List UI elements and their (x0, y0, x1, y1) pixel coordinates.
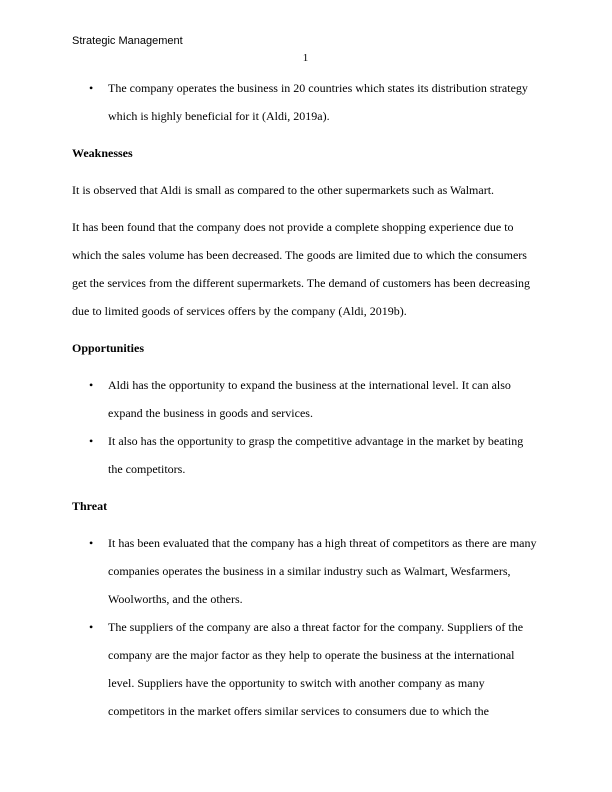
bullet-text: Aldi has the opportunity to expand the business at the international level. It can also expand the business in goods and services. (108, 378, 511, 420)
bullet-text: The suppliers of the company are also a threat factor for the company. Suppliers of the company are the major factor as they help to operate the business at the international level. Suppliers have the opportunity to switch with another company as many competitors in the market offers similar services to consumers due to which the (108, 620, 524, 718)
page-number: 1 (302, 52, 309, 64)
bullet-list-distribution (72, 74, 539, 130)
heading-opportunities: Opportunities (72, 341, 145, 355)
bullet-list-threat (72, 529, 539, 725)
bullet-list-opportunities (72, 371, 539, 483)
document-header-title: Strategic Management (72, 35, 183, 47)
bullet-item (72, 74, 539, 130)
bullet-item (72, 613, 539, 725)
bullet-text: The company operates the business in 20 countries which states its distribution strategy which is highly beneficial for it (Aldi, 2019a). (108, 81, 528, 123)
paragraph-weaknesses-1: It is observed that Aldi is small as compared to the other supermarkets such as Walmart. (72, 183, 495, 197)
bullet-marker-icon: • (89, 378, 94, 392)
bullet-item (72, 529, 539, 613)
bullet-text: It has been evaluated that the company has a high threat of competitors as there are many companies operates the business in a similar industry such as Walmart, Wesfarmers, Woolworths, and the others. (108, 536, 537, 606)
bullet-marker-icon: • (89, 434, 94, 448)
bullet-marker-icon: • (89, 620, 94, 634)
heading-threat: Threat (72, 499, 108, 513)
bullet-text: It also has the opportunity to grasp the competitive advantage in the market by beating the competitors. (108, 434, 524, 476)
document-body (72, 74, 539, 725)
bullet-item (72, 427, 539, 483)
heading-weaknesses: Weaknesses (72, 146, 133, 160)
bullet-marker-icon: • (89, 81, 94, 95)
bullet-item (72, 371, 539, 427)
bullet-marker-icon: • (89, 536, 94, 550)
paragraph-weaknesses-2: It has been found that the company does not provide a complete shopping experience due to which the sales volume has been decreased. The goods are limited due to which the consumers get the services from the different supermarkets. The demand of customers has been decreasing due to limited goods of services offers by the company (Aldi, 2019b). (72, 220, 531, 318)
